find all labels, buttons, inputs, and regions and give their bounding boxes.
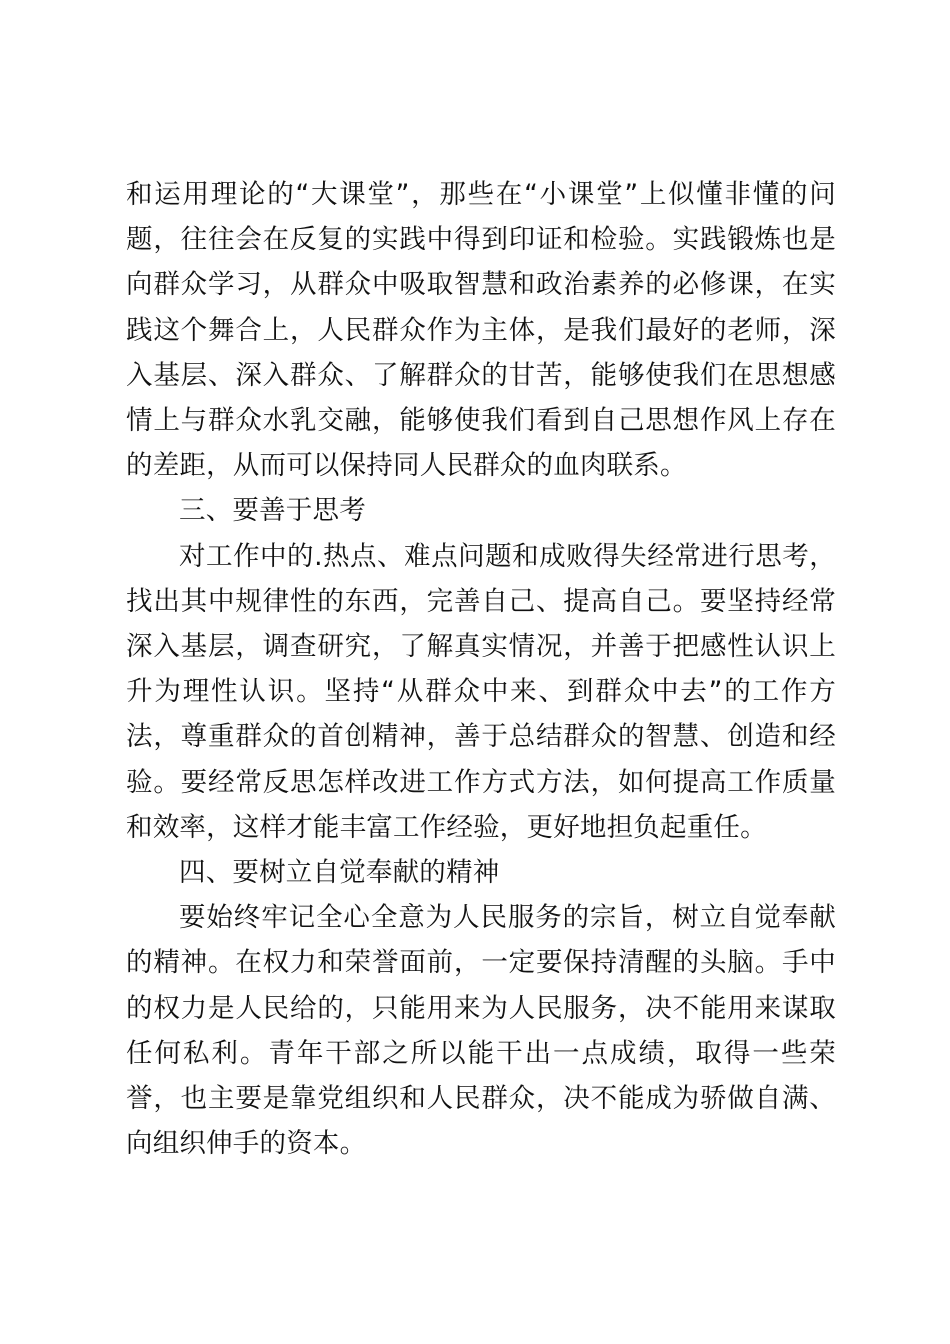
body-paragraph-dedication: 要始终牢记全心全意为人民服务的宗旨，树立自觉奉献的精神。在权力和荣誉面前，一定要保持清醒的头脑。手中的权力是人民给的，只能用来为人民服务，决不能用来谋取任何私利。青年干部之所以能干出一点成绩，取得一些荣誉，也主要是靠党组织和人民群众，决不能成为骄做自满、向组织伸手的资本。 bbox=[126, 902, 836, 1160]
section-heading-four: 四、要树立自觉奉献的精神 bbox=[179, 857, 500, 889]
document-page bbox=[126, 172, 836, 1166]
body-paragraph-thinking: 对工作中的.热点、难点问题和成败得失经常进行思考，找出其中规律性的东西，完善自己、提高自己。要坚持经常深入基层，调查研究，了解真实情况，并善于把感性认识上升为理性认识。坚持“从群众中来、到群众中去”的工作方法，尊重群众的首创精神，善于总结群众的智慧、创造和经验。要经常反思怎样改进工作方式方法，如何提高工作质量和效率，这样才能丰富工作经验，更好地担负起重任。 bbox=[126, 540, 836, 843]
body-paragraph-continued: 和运用理论的“大课堂”，那些在“小课堂”上似懂非懂的问题，往往会在反复的实践中得到印证和检验。实践锻炼也是向群众学习，从群众中吸取智慧和政治素养的必修课，在实践这个舞合上，人民群众作为主体，是我们最好的老师，深入基层、深入群众、了解群众的甘苦，能够使我们在思想感情上与群众水乳交融，能够使我们看到自己思想作风上存在的差距，从而可以保持同人民群众的血肉联系。 bbox=[126, 179, 836, 482]
section-heading-three: 三、要善于思考 bbox=[179, 495, 366, 527]
